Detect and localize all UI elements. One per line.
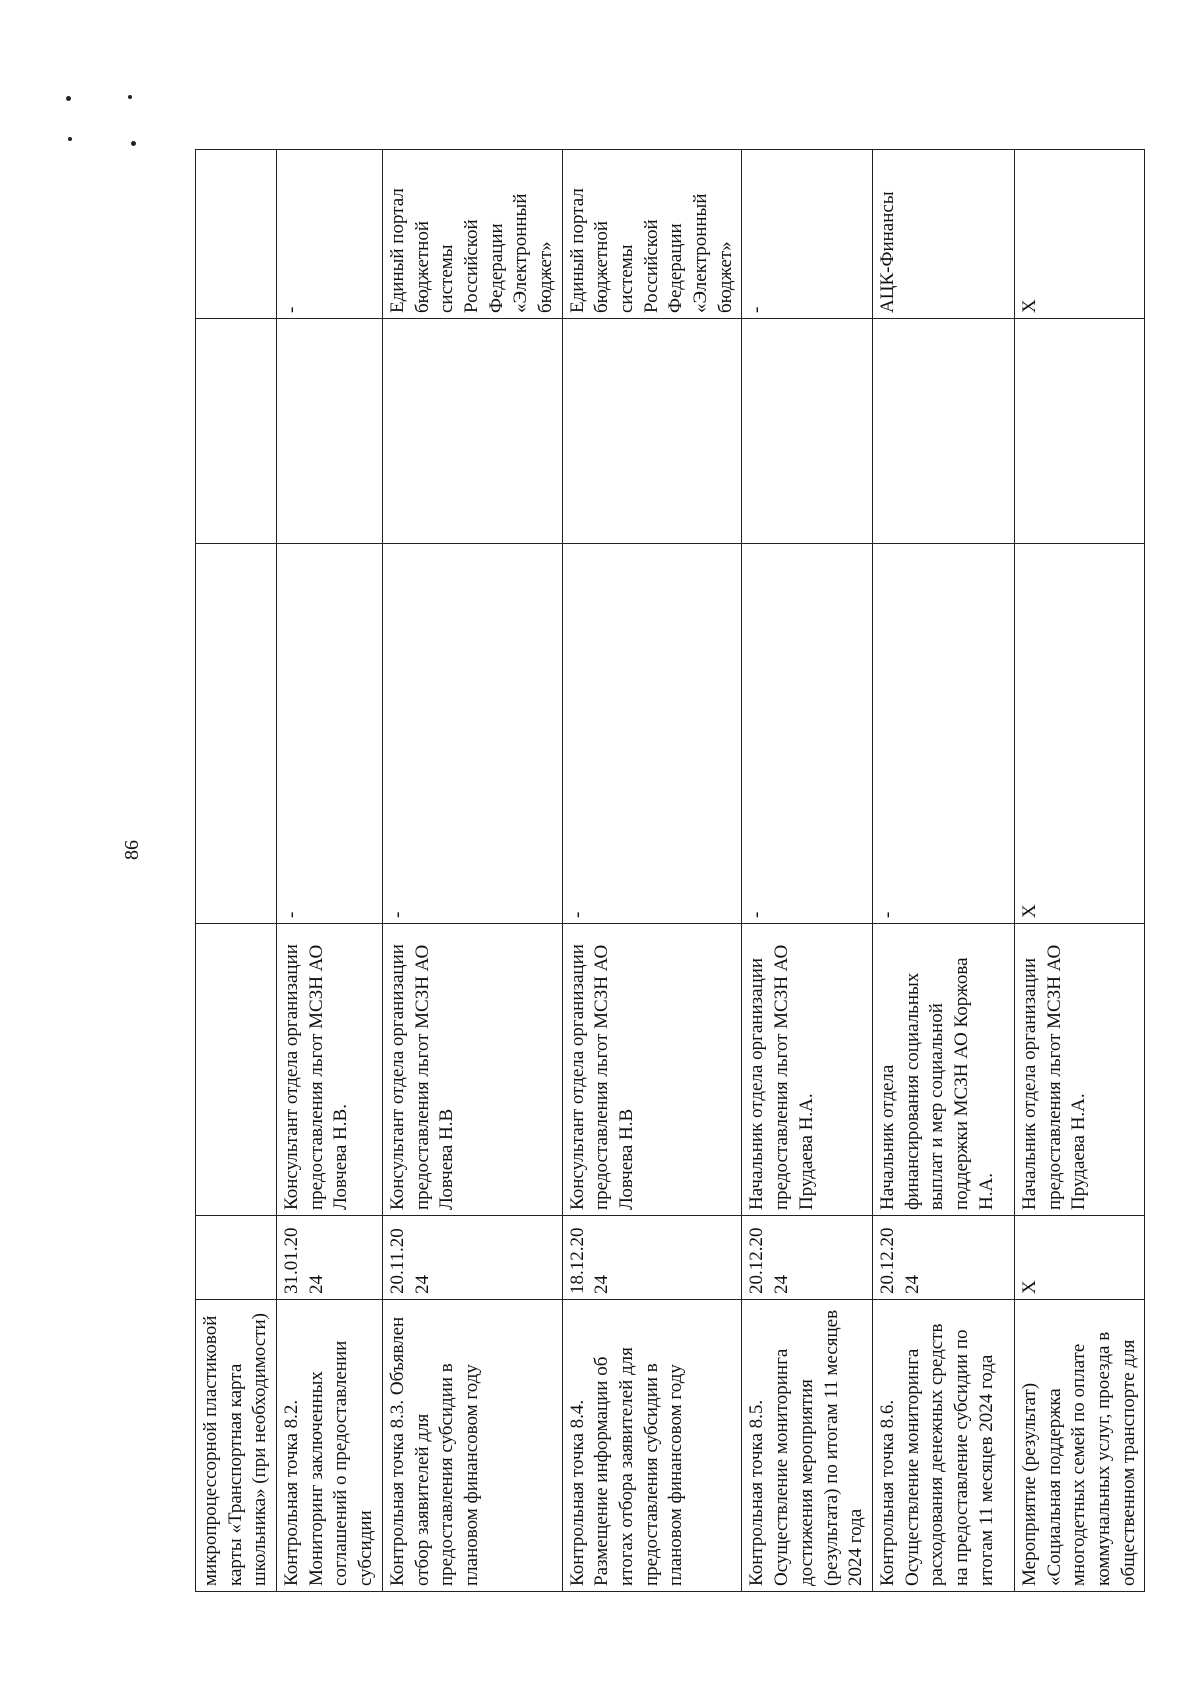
cell-col5 <box>742 319 872 544</box>
cell-responsible: Начальник отдела организации предоставления льгот МСЗН АО Прудаева Н.А. <box>742 924 872 1216</box>
cell-name: микропроцессорной пластиковой карты «Транспортная карта школьника» (при необходимости) <box>196 1300 277 1592</box>
cell-col5 <box>872 319 1014 544</box>
cell-col5 <box>1014 319 1144 544</box>
cell-responsible <box>196 924 277 1216</box>
cell-col5 <box>562 319 742 544</box>
scan-speck <box>128 95 132 99</box>
table-row <box>742 150 872 1592</box>
cell-responsible: Начальник отдела финансирования социальных выплат и мер социальной поддержки МСЗН АО Коржова Н.А. <box>872 924 1014 1216</box>
control-points-table <box>195 149 1145 1592</box>
cell-date: 31.01.2024 <box>277 1216 383 1300</box>
cell-col4: - <box>382 544 562 924</box>
scan-speck <box>131 141 136 146</box>
page-number: 86 <box>120 840 143 860</box>
cell-col4: - <box>562 544 742 924</box>
cell-date: 20.12.2024 <box>872 1216 1014 1300</box>
cell-name: Контрольная точка 8.3. Объявлен отбор заявителей для предоставления субсидии в плановом финансовом году <box>382 1300 562 1592</box>
table-row <box>277 150 383 1592</box>
cell-name: Контрольная точка 8.5. Осуществление мониторинга достижения мероприятия (результата) по итогам 11 месяцев 2024 года <box>742 1300 872 1592</box>
rotated-table-region <box>195 150 1139 1592</box>
cell-system: - <box>742 150 872 319</box>
cell-system: Единый портал бюджетной системы Российской Федерации «Электронный бюджет» <box>562 150 742 319</box>
cell-col4: - <box>277 544 383 924</box>
cell-date: Х <box>1014 1216 1144 1300</box>
cell-col4: - <box>872 544 1014 924</box>
cell-date: 20.11.2024 <box>382 1216 562 1300</box>
cell-name: Контрольная точка 8.2. Мониторинг заключенных соглашений о предоставлении субсидии <box>277 1300 383 1592</box>
cell-system: - <box>277 150 383 319</box>
cell-date: 18.12.2024 <box>562 1216 742 1300</box>
table-row <box>196 150 277 1592</box>
rotated-table-content <box>195 150 1139 1592</box>
table-row <box>1014 150 1144 1592</box>
cell-responsible: Консультант отдела организации предоставления льгот МСЗН АО Ловчева Н.В <box>562 924 742 1216</box>
table-row <box>382 150 562 1592</box>
scan-speck <box>66 96 71 101</box>
cell-col5 <box>277 319 383 544</box>
cell-col4: Х <box>1014 544 1144 924</box>
cell-responsible: Консультант отдела организации предоставления льгот МСЗН АО Ловчева Н.В <box>382 924 562 1216</box>
cell-name: Контрольная точка 8.6. Осуществление мониторинга расходования денежных средств на предоставление субсидии по итогам 11 месяцев 2024 года <box>872 1300 1014 1592</box>
cell-name: Мероприятие (результат) «Социальная поддержка многодетных семей по оплате коммунальных услуг, проезда в общественном транспорте для <box>1014 1300 1144 1592</box>
cell-col5 <box>382 319 562 544</box>
table-row <box>562 150 742 1592</box>
cell-date <box>196 1216 277 1300</box>
table-row <box>872 150 1014 1592</box>
cell-col5 <box>196 319 277 544</box>
cell-responsible: Консультант отдела организации предоставления льгот МСЗН АО Ловчева Н.В. <box>277 924 383 1216</box>
cell-responsible: Начальник отдела организации предоставления льгот МСЗН АО Прудаева Н.А. <box>1014 924 1144 1216</box>
cell-system: АЦК-Финансы <box>872 150 1014 319</box>
cell-col4 <box>196 544 277 924</box>
cell-date: 20.12.2024 <box>742 1216 872 1300</box>
cell-system: Единый портал бюджетной системы Российской Федерации «Электронный бюджет» <box>382 150 562 319</box>
cell-col4: - <box>742 544 872 924</box>
scan-speck <box>68 137 72 141</box>
cell-system: Х <box>1014 150 1144 319</box>
cell-system <box>196 150 277 319</box>
cell-name: Контрольная точка 8.4. Размещение информации об итогах отбора заявителей для предоставления субсидии в плановом финансовом году <box>562 1300 742 1592</box>
